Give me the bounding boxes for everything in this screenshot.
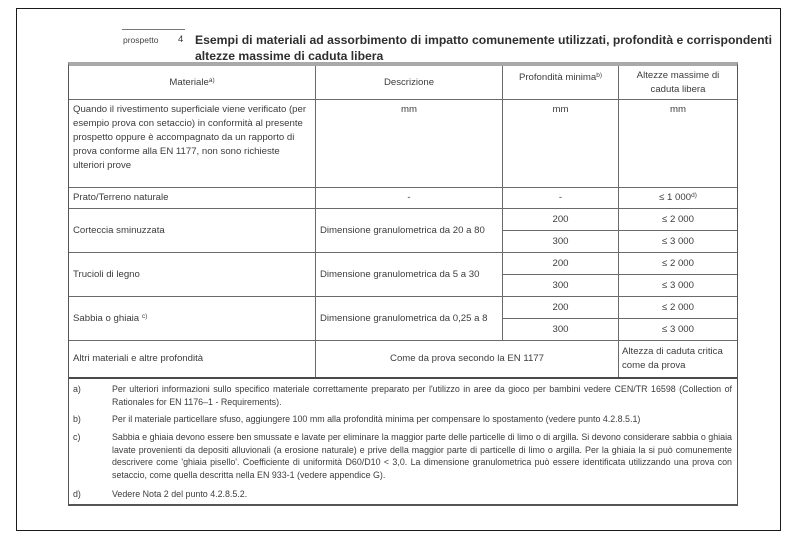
row-depth-trucioli-1: 200 — [552, 257, 569, 269]
row-material-altri: Altri materiali e altre profondità — [73, 353, 204, 364]
notes-divider — [69, 377, 737, 379]
materials-table — [68, 62, 738, 506]
row-material-sabbia-text: Sabbia o ghiaia — [73, 312, 140, 324]
footnote-c-text: Sabbia e ghiaia devono essere ben smussate e lavate per eliminare la maggior parte delle particelle di limo o di argilla. Si devono considerare sabbia o ghiaia lavate provenienti da depositi alluvionali (a erosione naturale) e prive della maggior parte di particelle di limo o argilla. Per la ghiaia la si può comunemente descrivere come 'ghiaia pisello'. Coefficiente di uniformità D60/D10 < 3,0. La dimensione granulometrica può essere identificata utilizzando una prova con setaccio, come quella descritta nella EN 933-1 (vedere appendice G). — [112, 432, 732, 480]
intro-height-unit: mm — [670, 104, 686, 115]
row-description-prato: - — [407, 192, 411, 203]
caption-label: prospetto — [123, 35, 159, 45]
row-height-corteccia-1: ≤ 2 000 — [662, 213, 694, 225]
row-depth-corteccia-1: 200 — [552, 213, 569, 225]
row-depth-sabbia-2: 300 — [552, 323, 569, 335]
row-description-altri: Come da prova secondo la EN 1177 — [390, 353, 544, 364]
intro-depth-unit: mm — [552, 104, 569, 115]
row-height-trucioli-2: ≤ 3 000 — [662, 279, 694, 291]
header-description: Descrizione — [383, 76, 435, 88]
row-height-prato — [619, 188, 737, 208]
footnote-a-text: Per ulteriori informazioni sullo specifico materiale correttamente preparato per l'utilizzo in aree da gioco per bambini vedere CEN/TR 16598 (Collection of Rationales for EN 1176–1 - Requirements). — [112, 384, 732, 407]
caption-number: 4 — [178, 34, 184, 45]
row-description-corteccia: Dimensione granulometrica da 20 a 80 — [320, 224, 485, 236]
footnote-d-text: Vedere Nota 2 del punto 4.2.8.5.2. — [112, 489, 248, 499]
intro-description-unit: mm — [401, 104, 417, 115]
row-description-sabbia: Dimensione granulometrica da 0,25 a 8 — [320, 312, 488, 324]
header-depth-text: Profondità minima — [518, 72, 597, 83]
footnote-b-text: Per il materiale particellare sfuso, aggiungere 100 mm alla profondità minima per compensare lo spostamento (vedere punto 4.2.8.5.1) — [112, 414, 641, 424]
row-depth-trucioli-2: 300 — [552, 279, 569, 291]
row-material-trucioli: Trucioli di legno — [73, 268, 140, 280]
row-height-corteccia-2: ≤ 3 000 — [662, 235, 694, 247]
footnote-ref-a: a) — [208, 76, 215, 84]
row-material-corteccia: Corteccia sminuzzata — [73, 224, 165, 236]
header-depth — [503, 66, 618, 99]
row-depth-sabbia-1: 200 — [552, 301, 569, 313]
row-depth-corteccia-2: 300 — [552, 235, 569, 247]
footnote-a-label: a) — [73, 384, 81, 394]
row-height-prato-value: ≤ 1 000 — [659, 192, 692, 203]
row-height-altri: Altezza di caduta critica come da prova — [622, 346, 723, 371]
header-material — [69, 66, 315, 99]
header-material-text: Materiale — [169, 76, 209, 88]
row-description-trucioli: Dimensione granulometrica da 5 a 30 — [320, 268, 480, 280]
caption-title: Esempi di materiali ad assorbimento di impatto comunemente utilizzati, profondità e corrispondenti altezze massime di caduta libera — [195, 33, 772, 63]
footnote-b-label: b) — [73, 414, 81, 424]
header-height: Altezze massime di caduta libera — [636, 70, 720, 95]
footnote-c-label: c) — [73, 432, 81, 442]
row-material-sabbia — [73, 297, 313, 340]
header-divider — [69, 99, 737, 100]
row-material-prato: Prato/Terreno naturale — [73, 192, 169, 203]
footnote-ref-c: c) — [141, 312, 148, 320]
intro-material: Quando il rivestimento superficiale viene verificato (per esempio prova con setaccio) in conformità al presente prospetto oppure è accompagnato da un rapporto di prova conforme alla EN 1177, non sono richieste ulteriori prove — [73, 104, 307, 171]
footnote-ref-b: b) — [596, 72, 603, 79]
row-height-sabbia-1: ≤ 2 000 — [662, 301, 694, 313]
caption-rule — [122, 29, 185, 30]
footnote-ref-d: d) — [691, 192, 697, 199]
row-height-trucioli-1: ≤ 2 000 — [662, 257, 694, 269]
row-depth-prato: - — [558, 192, 563, 203]
row-height-sabbia-2: ≤ 3 000 — [662, 323, 694, 335]
footnote-d-label: d) — [73, 489, 81, 499]
